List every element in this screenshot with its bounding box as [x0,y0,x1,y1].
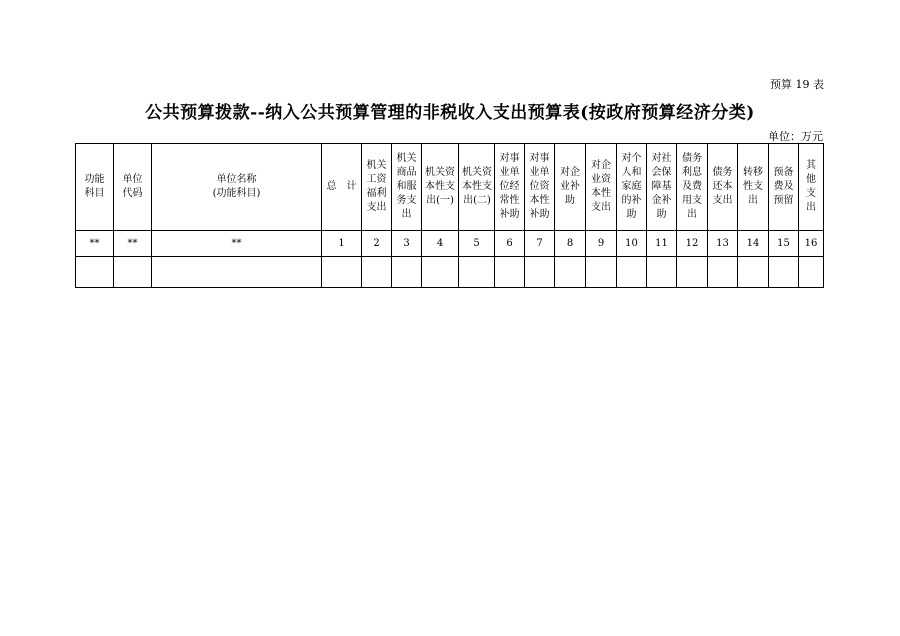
number-row [76,231,824,257]
number-cell: 7 [525,231,555,257]
empty-cell [362,257,392,288]
empty-cell [647,257,677,288]
number-cell: ** [152,231,322,257]
empty-cell [525,257,555,288]
empty-cell [677,257,708,288]
empty-cell [769,257,799,288]
header-cell-col-9: 对事业单位资本性补助 [525,144,555,231]
empty-cell [495,257,525,288]
empty-cell [152,257,322,288]
empty-cell [422,257,459,288]
header-cell-col-14: 债务利息及费用支出 [677,144,708,231]
header-cell-unit-name: 单位名称 (功能科目) [152,144,322,231]
header-cell-col-6: 机关资本性支出(一) [422,144,459,231]
header-cell-col-11: 对企业资本性支出 [586,144,617,231]
header-cell-col-17: 预备费及预留 [769,144,799,231]
number-cell: 5 [459,231,495,257]
header-cell-col-12: 对个人和家庭的补助 [617,144,647,231]
number-cell: 9 [586,231,617,257]
empty-cell [708,257,738,288]
header-cell-col-8: 对事业单位经常性补助 [495,144,525,231]
number-cell: ** [76,231,114,257]
number-cell: 3 [392,231,422,257]
header-cell-col-13: 对社会保障基金补助 [647,144,677,231]
empty-cell [459,257,495,288]
header-cell-col-15: 债务还本支出 [708,144,738,231]
empty-cell [799,257,824,288]
header-cell-col-4: 机关工资福利支出 [362,144,392,231]
header-row [76,144,824,231]
empty-cell [555,257,586,288]
header-cell-col-10: 对企业补助 [555,144,586,231]
empty-cell [586,257,617,288]
header-cell-total: 总 计 [322,144,362,231]
empty-cell [738,257,769,288]
empty-cell [114,257,152,288]
number-cell: 8 [555,231,586,257]
number-cell: 6 [495,231,525,257]
form-number: 预算 19 表 [770,78,824,91]
number-cell: 1 [322,231,362,257]
number-cell: 14 [738,231,769,257]
header-cell-col-18: 其他支出 [799,144,824,231]
number-cell: 4 [422,231,459,257]
number-cell: 13 [708,231,738,257]
empty-cell [617,257,647,288]
header-cell-function-subject: 功能 科目 [76,144,114,231]
number-cell: 16 [799,231,824,257]
header-cell-col-16: 转移性支出 [738,144,769,231]
number-cell: 2 [362,231,392,257]
empty-cell [392,257,422,288]
empty-cell [322,257,362,288]
number-cell: 12 [677,231,708,257]
header-cell-col-7: 机关资本性支出(二) [459,144,495,231]
empty-data-row [76,257,824,288]
page-title: 公共预算拨款--纳入公共预算管理的非税收入支出预算表(按政府预算经济分类) [145,103,755,123]
unit-label: 单位：万元 [768,130,823,143]
number-cell: 10 [617,231,647,257]
empty-cell [76,257,114,288]
number-cell: 15 [769,231,799,257]
budget-table [75,143,824,288]
number-cell: 11 [647,231,677,257]
header-cell-col-5: 机关商品和服务支出 [392,144,422,231]
number-cell: ** [114,231,152,257]
header-cell-unit-code: 单位 代码 [114,144,152,231]
